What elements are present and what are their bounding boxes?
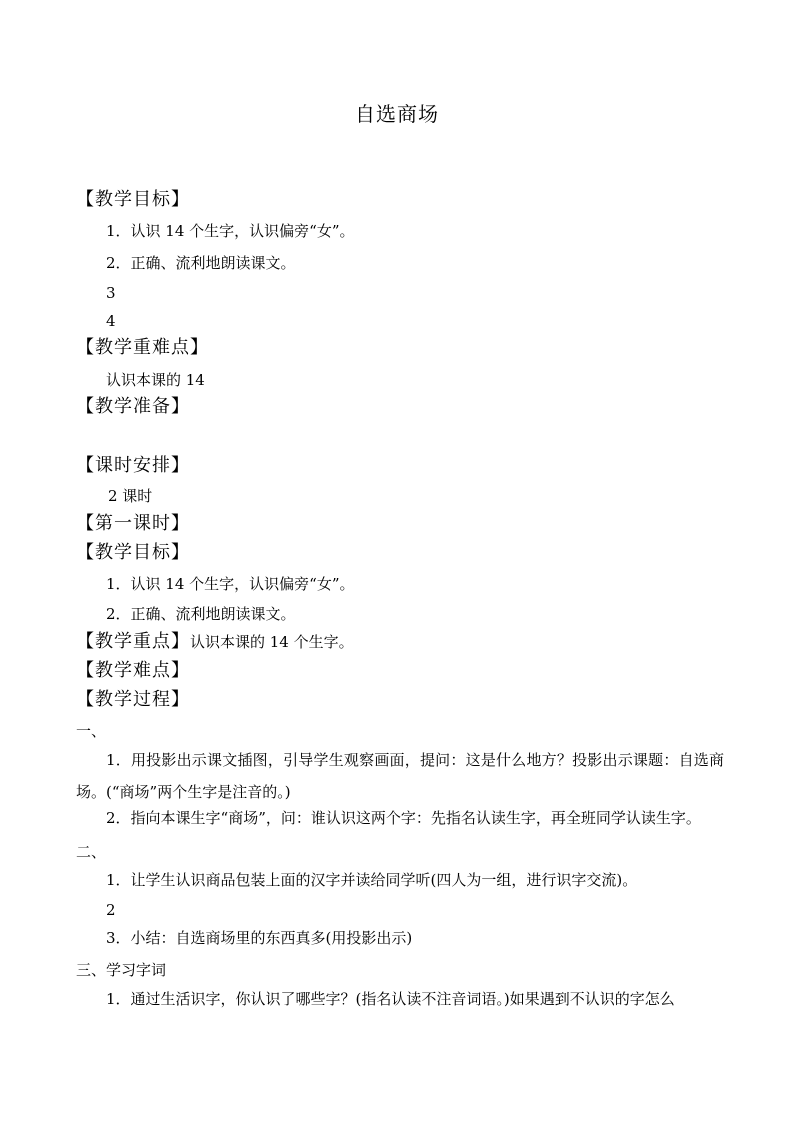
heading-teaching-goals: 【教学目标】 xyxy=(76,189,190,210)
process-paragraph-2: 2．指向本课生字“商场”，问：谁认识这两个字：先指名认读生字，再全班同学认读生字。 xyxy=(106,809,701,827)
process-paragraph-3: 1．让学生认识商品包装上面的汉字并读给同学听(四人为一组，进行识字交流)。 xyxy=(106,871,638,889)
heading-key-difficult-points: 【教学重难点】 xyxy=(76,337,209,358)
goal-item-2: 2．正确、流利地朗读课文。 xyxy=(106,254,296,272)
goal2-item-2: 2．正确、流利地朗读课文。 xyxy=(106,605,296,623)
goal-item-3: 3 xyxy=(106,284,116,302)
heading-key-points: 【教学重点】 xyxy=(76,631,190,652)
heading-teaching-goals-2: 【教学目标】 xyxy=(76,542,190,563)
process-paragraph-4: 2 xyxy=(106,901,116,919)
process-paragraph-1-text: 1．用投影出示课文插图，引导学生观察画面，提问：这是什么地方？投影出示课题：自选商场。(“商场”两个生字是注音的。) xyxy=(76,751,724,801)
process-paragraph-1 xyxy=(76,744,724,808)
process-part-1-label: 一、 xyxy=(76,722,107,740)
heading-first-lesson: 【第一课时】 xyxy=(76,513,190,534)
heading-difficult-points: 【教学难点】 xyxy=(76,660,190,681)
process-paragraph-5: 3．小结：自选商场里的东西真多(用投影出示) xyxy=(106,929,413,947)
key-points-row xyxy=(76,630,354,654)
schedule-text: 2 课时 xyxy=(108,487,153,505)
key-difficult-text: 认识本课的 14 xyxy=(106,371,205,389)
key-points-text: 认识本课的 14 个生字。 xyxy=(190,633,354,651)
goal-item-1: 1．认识 14 个生字，认识偏旁“女”。 xyxy=(106,222,355,240)
process-paragraph-6: 1．通过生活识字，你认识了哪些字？(指名认读不注音词语。)如果遇到不认识的字怎么 xyxy=(106,990,675,1008)
goal-item-4: 4 xyxy=(106,312,116,330)
goal2-item-1: 1．认识 14 个生字，认识偏旁“女”。 xyxy=(106,575,355,593)
heading-teaching-preparation: 【教学准备】 xyxy=(76,396,190,417)
process-part-3-label: 三、学习字词 xyxy=(76,961,167,979)
heading-lesson-schedule: 【课时安排】 xyxy=(76,455,190,476)
heading-teaching-process: 【教学过程】 xyxy=(76,689,190,710)
document-title: 自选商场 xyxy=(355,102,439,126)
process-part-2-label: 二、 xyxy=(76,843,107,861)
